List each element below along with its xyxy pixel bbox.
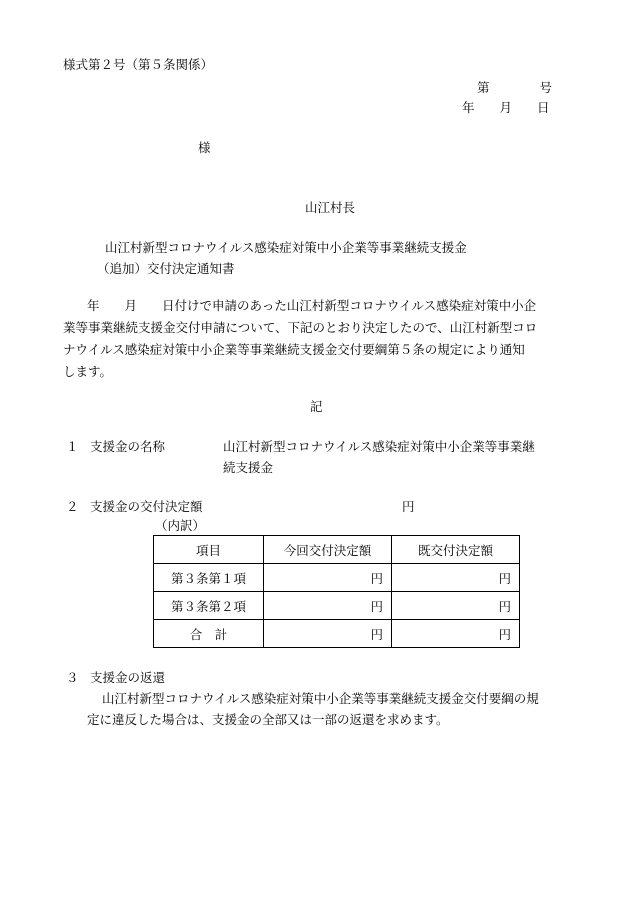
- section-1-number: １: [66, 439, 79, 454]
- document-date: 年 月 日: [462, 100, 550, 115]
- title-line-2: （追加）交付決定通知書: [97, 261, 235, 276]
- document-number: 第 号: [477, 80, 553, 95]
- table-row: [154, 592, 520, 620]
- section-3-text-line-1: 山江村新型コロナウイルス感染症対策中小企業等事業継続支援金交付要綱の規: [102, 691, 539, 706]
- section-2-amount-unit: 円: [402, 499, 415, 514]
- row-current: 円: [264, 592, 392, 620]
- table-header-row: [154, 536, 520, 564]
- table-row: [154, 564, 520, 592]
- row-item: 合 計: [154, 620, 264, 648]
- row-previous: 円: [392, 620, 520, 648]
- row-previous: 円: [392, 564, 520, 592]
- section-3-label: 支援金の返還: [90, 670, 166, 685]
- body-line-1: 年 月 日付けで申請のあった山江村新型コロナウイルス感染症対策中小企: [87, 298, 537, 313]
- body-line-2: 業等事業継続支援金交付申請について、下記のとおり決定したので、山江村新型コロ: [63, 320, 538, 335]
- header-current: 今回交付決定額: [264, 536, 392, 564]
- body-line-3: ナウイルス感染症対策中小企業等事業継続支援金交付要綱第５条の規定により通知: [63, 342, 525, 357]
- addressee: 様: [198, 140, 211, 155]
- section-1-value-line-1: 山江村新型コロナウイルス感染症対策中小企業等事業継: [223, 439, 535, 454]
- header-item: 項目: [154, 536, 264, 564]
- section-2-label: 支援金の交付決定額: [90, 499, 203, 514]
- form-number: 様式第２号（第５条関係）: [63, 57, 214, 72]
- section-3-number: ３: [66, 670, 79, 685]
- row-item: 第３条第１項: [154, 564, 264, 592]
- body-line-4: します。: [63, 364, 113, 379]
- section-3-text-line-2: 定に違反した場合は、支援金の全部又は一部の返還を求めます。: [87, 712, 449, 727]
- row-previous: 円: [392, 592, 520, 620]
- issuer: 山江村長: [305, 200, 356, 215]
- section-2-number: ２: [66, 499, 79, 514]
- section-1-label: 支援金の名称: [90, 439, 166, 454]
- title-line-1: 山江村新型コロナウイルス感染症対策中小企業等事業継続支援金: [105, 240, 467, 255]
- breakdown-table: [153, 535, 520, 648]
- row-current: 円: [264, 564, 392, 592]
- header-previous: 既交付決定額: [392, 536, 520, 564]
- row-item: 第３条第２項: [154, 592, 264, 620]
- table-row-total: [154, 620, 520, 648]
- breakdown-label: （内訳）: [155, 518, 206, 533]
- section-1-value-line-2: 続支援金: [223, 460, 274, 475]
- ki-marker: 記: [310, 399, 323, 414]
- row-current: 円: [264, 620, 392, 648]
